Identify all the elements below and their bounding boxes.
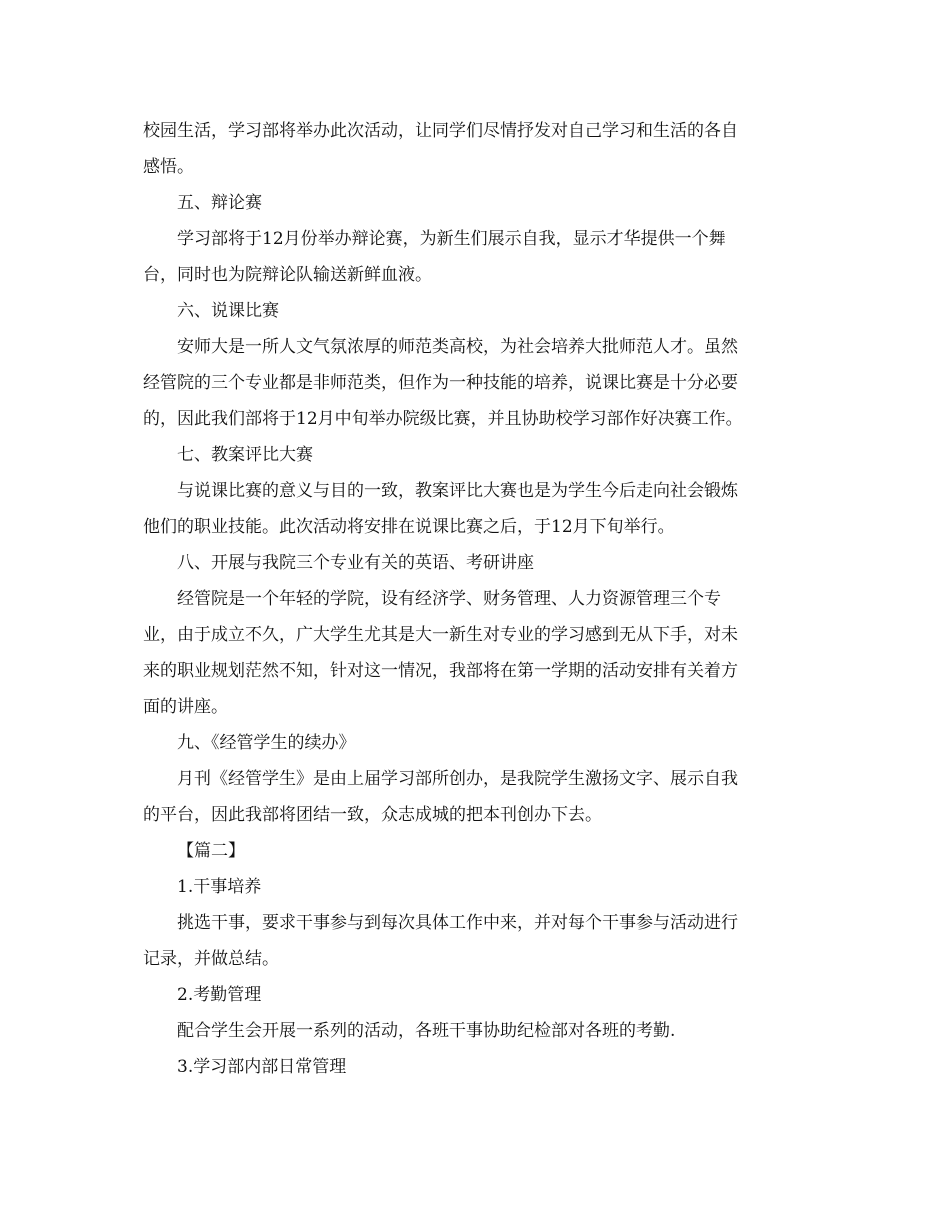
section-heading: 1.干事培养 xyxy=(177,877,262,897)
paragraph-line: 业，由于成立不久，广大学生尤其是大一新生对专业的学习感到无从下手，对未 xyxy=(143,625,738,645)
section-heading: 八、开展与我院三个专业有关的英语、考研讲座 xyxy=(177,553,534,573)
section-heading: 六、说课比赛 xyxy=(177,301,279,321)
paragraph-line: 安师大是一所人文气氛浓厚的师范类高校，为社会培养大批师范人才。虽然 xyxy=(177,337,738,357)
section-heading: 3.学习部内部日常管理 xyxy=(177,1057,347,1077)
paragraph-line: 记录，并做总结。 xyxy=(143,949,279,969)
section-heading: 七、教案评比大赛 xyxy=(177,445,313,465)
paragraph-line: 台，同时也为院辩论队输送新鲜血液。 xyxy=(143,265,432,285)
paragraph-line: 他们的职业技能。此次活动将安排在说课比赛之后，于12月下旬举行。 xyxy=(143,517,675,537)
paragraph-line: 校园生活，学习部将举办此次活动，让同学们尽情抒发对自己学习和生活的各自 xyxy=(143,121,738,141)
paragraph-line: 来的职业规划茫然不知，针对这一情况，我部将在第一学期的活动安排有关着方 xyxy=(143,661,738,681)
paragraph-line: 的，因此我们部将于12月中旬举办院级比赛，并且协助校学习部作好决赛工作。 xyxy=(143,409,743,429)
paragraph-line: 经管院的三个专业都是非师范类，但作为一种技能的培养，说课比赛是十分必要 xyxy=(143,373,738,393)
paragraph-line: 配合学生会开展一系列的活动，各班干事协助纪检部对各班的考勤. xyxy=(177,1021,676,1041)
document-body xyxy=(143,113,808,1085)
section-heading: 五、辩论赛 xyxy=(177,193,262,213)
paragraph-line: 经管院是一个年轻的学院，设有经济学、财务管理、人力资源管理三个专 xyxy=(177,589,721,609)
paragraph-line: 面的讲座。 xyxy=(143,697,228,717)
paragraph-line: 学习部将于12月份举办辩论赛，为新生们展示自我，显示才华提供一个舞 xyxy=(177,229,726,249)
paragraph-line: 感悟。 xyxy=(143,157,194,177)
paragraph-line: 月刊《经管学生》是由上届学习部所创办，是我院学生激扬文字、展示自我 xyxy=(177,769,738,789)
section-heading: 九、《经管学生的续办》 xyxy=(177,733,356,753)
section-heading: 2.考勤管理 xyxy=(177,985,262,1005)
paragraph-line: 与说课比赛的意义与目的一致，教案评比大赛也是为学生今后走向社会锻炼 xyxy=(177,481,738,501)
paragraph-line: 挑选干事，要求干事参与到每次具体工作中来，并对每个干事参与活动进行 xyxy=(177,913,738,933)
part-heading: 【篇二】 xyxy=(177,841,245,861)
paragraph-line: 的平台，因此我部将团结一致，众志成城的把本刊创办下去。 xyxy=(143,805,602,825)
